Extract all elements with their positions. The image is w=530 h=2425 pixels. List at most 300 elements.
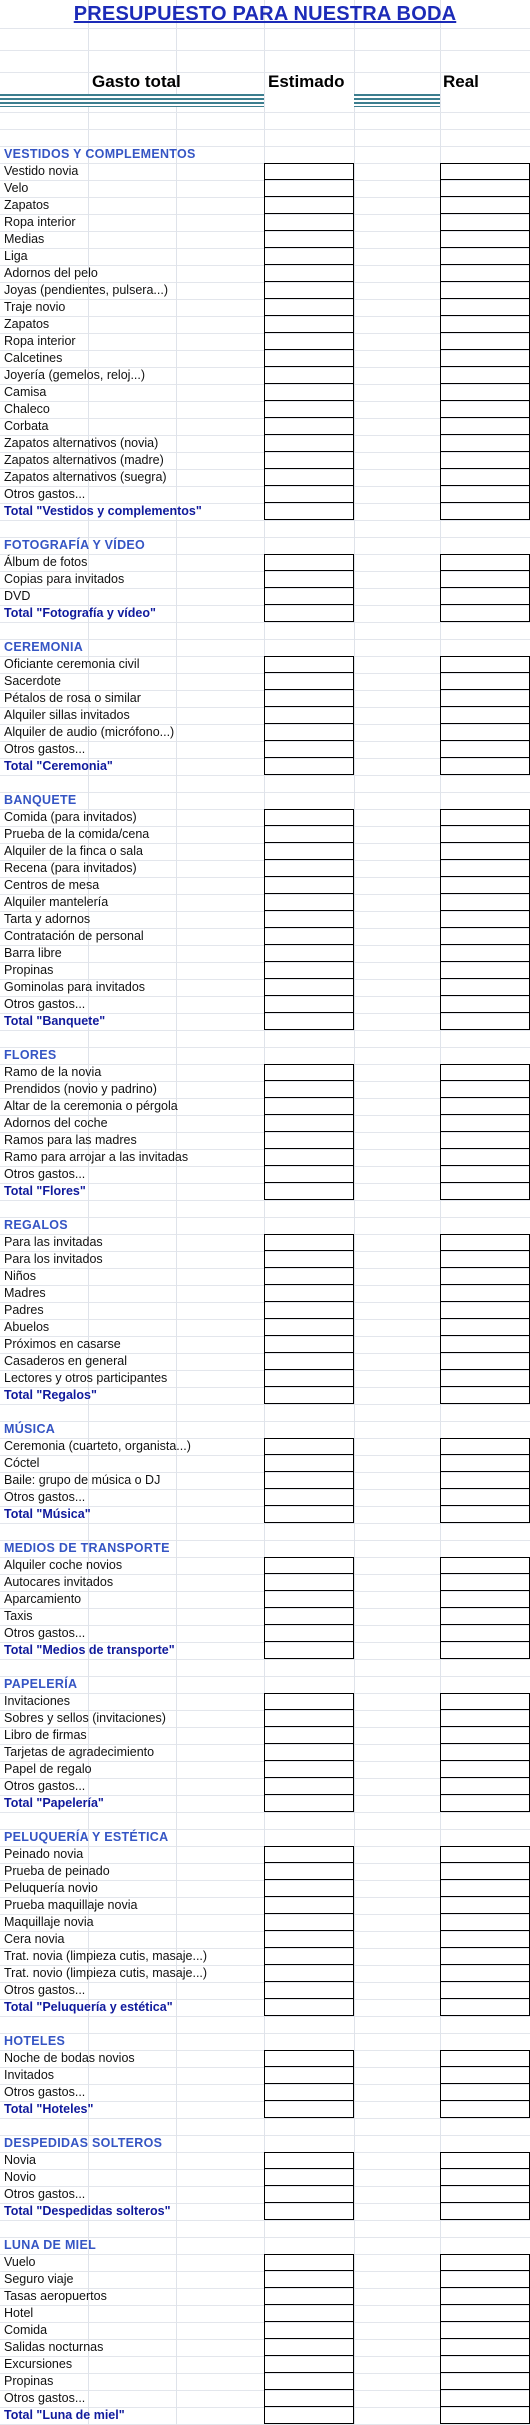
real-cell[interactable] [440,1183,530,1200]
estimado-cell[interactable] [264,2322,354,2339]
real-cell[interactable] [440,2203,530,2220]
estimado-cell[interactable] [264,1251,354,1268]
estimado-cell[interactable] [264,1727,354,1744]
estimado-cell[interactable] [264,571,354,588]
estimado-cell[interactable] [264,1166,354,1183]
estimado-cell[interactable] [264,452,354,469]
estimado-cell[interactable] [264,1880,354,1897]
real-cell[interactable] [440,2271,530,2288]
real-cell[interactable] [440,1744,530,1761]
real-cell[interactable] [440,1455,530,1472]
estimado-cell[interactable] [264,2254,354,2271]
real-cell[interactable] [440,1727,530,1744]
grid-line [0,129,530,130]
real-cell[interactable] [440,1591,530,1608]
expense-label: Otros gastos... [4,997,86,1011]
real-cell[interactable] [440,605,530,622]
real-cell[interactable] [440,1149,530,1166]
expense-row [0,163,530,180]
real-cell[interactable] [440,758,530,775]
expense-row [0,1353,530,1370]
real-cell[interactable] [440,1608,530,1625]
estimado-cell[interactable] [264,1438,354,1455]
estimado-cell[interactable] [264,1132,354,1149]
estimado-cell[interactable] [264,724,354,741]
estimado-cell[interactable] [264,2101,354,2118]
expense-row [0,197,530,214]
estimado-cell[interactable] [264,707,354,724]
estimado-cell[interactable] [264,945,354,962]
real-cell[interactable] [440,2305,530,2322]
real-cell[interactable] [440,1914,530,1931]
estimado-cell[interactable] [264,1370,354,1387]
real-cell[interactable] [440,877,530,894]
section-title: MÚSICA [4,1422,56,1436]
expense-label: Centros de mesa [4,878,100,892]
estimado-cell[interactable] [264,180,354,197]
estimado-cell[interactable] [264,1489,354,1506]
expense-label: Alquiler sillas invitados [4,708,130,722]
real-cell[interactable] [440,2050,530,2067]
real-cell[interactable] [440,1115,530,1132]
real-cell[interactable] [440,826,530,843]
estimado-cell[interactable] [264,673,354,690]
expense-row [0,1234,530,1251]
estimado-cell[interactable] [264,1013,354,1030]
estimado-cell[interactable] [264,656,354,673]
real-cell[interactable] [440,1472,530,1489]
estimado-cell[interactable] [264,1506,354,1523]
real-cell[interactable] [440,2322,530,2339]
expense-label: Papel de regalo [4,1762,92,1776]
grid-line [0,1200,530,1201]
estimado-cell[interactable] [264,299,354,316]
real-cell[interactable] [440,418,530,435]
real-cell[interactable] [440,180,530,197]
expense-label: Recena (para invitados) [4,861,137,875]
estimado-cell[interactable] [264,979,354,996]
expense-row [0,673,530,690]
expense-label: Copias para invitados [4,572,125,586]
expense-label: Prueba maquillaje novia [4,1898,138,1912]
estimado-cell[interactable] [264,418,354,435]
real-cell[interactable] [440,673,530,690]
real-cell[interactable] [440,333,530,350]
real-cell[interactable] [440,1965,530,1982]
expense-label: Velo [4,181,29,195]
expense-label: Libro de firmas [4,1728,87,1742]
real-cell[interactable] [440,1166,530,1183]
real-cell[interactable] [440,2254,530,2271]
expense-label: Otros gastos... [4,1626,86,1640]
estimado-cell[interactable] [264,1642,354,1659]
expense-label: Tarjetas de agradecimiento [4,1745,155,1759]
real-cell[interactable] [440,1506,530,1523]
estimado-cell[interactable] [264,1897,354,1914]
estimado-cell[interactable] [264,1115,354,1132]
estimado-cell[interactable] [264,2390,354,2407]
real-cell[interactable] [440,350,530,367]
estimado-cell[interactable] [264,486,354,503]
expense-label: Alquiler de audio (micrófono...) [4,725,175,739]
real-cell[interactable] [440,1642,530,1659]
real-cell[interactable] [440,384,530,401]
expense-label: Otros gastos... [4,2187,86,2201]
estimado-cell[interactable] [264,588,354,605]
expense-label: Zapatos [4,317,50,331]
expense-label: Barra libre [4,946,62,960]
estimado-cell[interactable] [264,248,354,265]
real-cell[interactable] [440,1387,530,1404]
estimado-cell[interactable] [264,2271,354,2288]
estimado-cell[interactable] [264,469,354,486]
expense-row [0,1982,530,1999]
real-cell[interactable] [440,265,530,282]
estimado-cell[interactable] [264,384,354,401]
real-cell[interactable] [440,962,530,979]
real-cell[interactable] [440,299,530,316]
real-cell[interactable] [440,1846,530,1863]
section-header [0,1540,530,1557]
real-cell[interactable] [440,401,530,418]
estimado-cell[interactable] [264,911,354,928]
real-cell[interactable] [440,248,530,265]
real-cell[interactable] [440,843,530,860]
real-cell[interactable] [440,945,530,962]
estimado-cell[interactable] [264,1285,354,1302]
real-cell[interactable] [440,1778,530,1795]
expense-row [0,554,530,571]
expense-label: Padres [4,1303,44,1317]
real-cell[interactable] [440,1336,530,1353]
section-title: LUNA DE MIEL [4,2238,97,2252]
real-cell[interactable] [440,1948,530,1965]
estimado-cell[interactable] [264,1693,354,1710]
grid-line [0,50,530,51]
real-cell[interactable] [440,2152,530,2169]
real-cell[interactable] [440,486,530,503]
estimado-cell[interactable] [264,554,354,571]
real-cell[interactable] [440,1285,530,1302]
real-cell[interactable] [440,1132,530,1149]
section-title: HOTELES [4,2034,66,2048]
estimado-cell[interactable] [264,1778,354,1795]
estimado-cell[interactable] [264,333,354,350]
section-total-row [0,2407,530,2424]
expense-label: Novia [4,2153,36,2167]
real-cell[interactable] [440,1574,530,1591]
real-cell[interactable] [440,2067,530,2084]
real-cell[interactable] [440,979,530,996]
estimado-cell[interactable] [264,894,354,911]
total-label: Total "Papelería" [4,1796,104,1810]
expense-label: Sacerdote [4,674,61,688]
real-cell[interactable] [440,1489,530,1506]
expense-label: Comida [4,2323,48,2337]
total-label: Total "Música" [4,1507,91,1521]
real-cell[interactable] [440,1625,530,1642]
expense-row [0,877,530,894]
estimado-cell[interactable] [264,741,354,758]
real-cell[interactable] [440,316,530,333]
grid-line [0,775,530,776]
real-cell[interactable] [440,503,530,520]
expense-row [0,1472,530,1489]
expense-row [0,1166,530,1183]
real-cell[interactable] [440,588,530,605]
estimado-cell[interactable] [264,1455,354,1472]
real-cell[interactable] [440,282,530,299]
real-cell[interactable] [440,367,530,384]
real-cell[interactable] [440,1982,530,1999]
section-header [0,1829,530,1846]
estimado-cell[interactable] [264,1761,354,1778]
estimado-cell[interactable] [264,2067,354,2084]
estimado-cell[interactable] [264,1302,354,1319]
real-cell[interactable] [440,656,530,673]
estimado-cell[interactable] [264,1914,354,1931]
section-header [0,1676,530,1693]
section-total-row [0,1642,530,1659]
expense-label: Prueba de peinado [4,1864,110,1878]
real-cell[interactable] [440,554,530,571]
estimado-cell[interactable] [264,435,354,452]
real-cell[interactable] [440,911,530,928]
expense-row [0,656,530,673]
estimado-cell[interactable] [264,2373,354,2390]
real-cell[interactable] [440,928,530,945]
real-cell[interactable] [440,707,530,724]
real-cell[interactable] [440,1234,530,1251]
estimado-cell[interactable] [264,503,354,520]
estimado-cell[interactable] [264,1557,354,1574]
estimado-cell[interactable] [264,1863,354,1880]
estimado-cell[interactable] [264,1081,354,1098]
real-cell[interactable] [440,2288,530,2305]
real-cell[interactable] [440,163,530,180]
real-cell[interactable] [440,2084,530,2101]
estimado-cell[interactable] [264,1387,354,1404]
expense-row [0,1897,530,1914]
estimado-cell[interactable] [264,2305,354,2322]
real-cell[interactable] [440,2186,530,2203]
grid-line [0,622,530,623]
expense-label: Álbum de fotos [4,555,88,569]
estimado-cell[interactable] [264,1982,354,1999]
real-cell[interactable] [440,469,530,486]
real-cell[interactable] [440,2101,530,2118]
real-cell[interactable] [440,2390,530,2407]
real-cell[interactable] [440,1795,530,1812]
real-cell[interactable] [440,741,530,758]
estimado-cell[interactable] [264,214,354,231]
section-header [0,1217,530,1234]
expense-row [0,1710,530,1727]
estimado-cell[interactable] [264,231,354,248]
real-cell[interactable] [440,1013,530,1030]
expense-label: Noche de bodas novios [4,2051,135,2065]
estimado-cell[interactable] [264,2084,354,2101]
estimado-cell[interactable] [264,2407,354,2424]
estimado-cell[interactable] [264,1795,354,1812]
estimado-cell[interactable] [264,2356,354,2373]
column-header-real: Real [443,72,479,91]
real-cell[interactable] [440,2339,530,2356]
real-cell[interactable] [440,809,530,826]
estimado-cell[interactable] [264,1608,354,1625]
estimado-cell[interactable] [264,690,354,707]
real-cell[interactable] [440,860,530,877]
section-title: VESTIDOS Y COMPLEMENTOS [4,147,196,161]
expense-label: Cera novia [4,1932,65,1946]
total-label: Total "Flores" [4,1184,86,1198]
real-cell[interactable] [440,1710,530,1727]
total-label: Total "Medios de transporte" [4,1643,175,1657]
real-cell[interactable] [440,1693,530,1710]
expense-label: Prueba de la comida/cena [4,827,150,841]
estimado-cell[interactable] [264,367,354,384]
real-cell[interactable] [440,1999,530,2016]
estimado-cell[interactable] [264,2339,354,2356]
estimado-cell[interactable] [264,809,354,826]
expense-row [0,588,530,605]
real-cell[interactable] [440,1863,530,1880]
section-total-row [0,1506,530,1523]
estimado-cell[interactable] [264,1472,354,1489]
real-cell[interactable] [440,2169,530,2186]
real-cell[interactable] [440,724,530,741]
real-cell[interactable] [440,2373,530,2390]
expense-row [0,282,530,299]
expense-label: Trat. novia (limpieza cutis, masaje...) [4,1949,208,1963]
real-cell[interactable] [440,1081,530,1098]
section-total-row [0,2203,530,2220]
real-cell[interactable] [440,231,530,248]
expense-label: Novio [4,2170,36,2184]
expense-row [0,1251,530,1268]
section-header [0,2237,530,2254]
expense-row [0,384,530,401]
real-cell[interactable] [440,1370,530,1387]
estimado-cell[interactable] [264,877,354,894]
estimado-cell[interactable] [264,1744,354,1761]
expense-label: Tasas aeropuertos [4,2289,107,2303]
estimado-cell[interactable] [264,1268,354,1285]
estimado-cell[interactable] [264,1931,354,1948]
expense-row [0,843,530,860]
estimado-cell[interactable] [264,1965,354,1982]
estimado-cell[interactable] [264,2203,354,2220]
expense-row [0,2271,530,2288]
estimado-cell[interactable] [264,163,354,180]
estimado-cell[interactable] [264,1234,354,1251]
estimado-cell[interactable] [264,1710,354,1727]
estimado-cell[interactable] [264,843,354,860]
estimado-cell[interactable] [264,265,354,282]
estimado-cell[interactable] [264,1149,354,1166]
real-cell[interactable] [440,1098,530,1115]
estimado-cell[interactable] [264,2169,354,2186]
expense-label: Traje novio [4,300,66,314]
expense-label: Prendidos (novio y padrino) [4,1082,157,1096]
real-cell[interactable] [440,2356,530,2373]
expense-label: Trat. novio (limpieza cutis, masaje...) [4,1966,208,1980]
estimado-cell[interactable] [264,1625,354,1642]
estimado-cell[interactable] [264,2288,354,2305]
real-cell[interactable] [440,1897,530,1914]
estimado-cell[interactable] [264,282,354,299]
real-cell[interactable] [440,452,530,469]
estimado-cell[interactable] [264,2152,354,2169]
estimado-cell[interactable] [264,401,354,418]
expense-row [0,928,530,945]
header-rule [354,94,440,107]
real-cell[interactable] [440,1353,530,1370]
section-title: REGALOS [4,1218,68,1232]
real-cell[interactable] [440,435,530,452]
estimado-cell[interactable] [264,2186,354,2203]
estimado-cell[interactable] [264,1948,354,1965]
real-cell[interactable] [440,571,530,588]
estimado-cell[interactable] [264,605,354,622]
expense-row [0,1115,530,1132]
expense-label: Propinas [4,963,54,977]
estimado-cell[interactable] [264,316,354,333]
estimado-cell[interactable] [264,860,354,877]
estimado-cell[interactable] [264,1999,354,2016]
estimado-cell[interactable] [264,826,354,843]
grid-line [0,2118,530,2119]
expense-label: Ramo para arrojar a las invitadas [4,1150,189,1164]
real-cell[interactable] [440,2407,530,2424]
estimado-cell[interactable] [264,962,354,979]
expense-row [0,231,530,248]
real-cell[interactable] [440,1268,530,1285]
estimado-cell[interactable] [264,1336,354,1353]
estimado-cell[interactable] [264,1183,354,1200]
estimado-cell[interactable] [264,1574,354,1591]
real-cell[interactable] [440,894,530,911]
real-cell[interactable] [440,996,530,1013]
real-cell[interactable] [440,1319,530,1336]
estimado-cell[interactable] [264,1591,354,1608]
real-cell[interactable] [440,1302,530,1319]
estimado-cell[interactable] [264,197,354,214]
real-cell[interactable] [440,214,530,231]
real-cell[interactable] [440,1557,530,1574]
section-title: PELUQUERÍA Y ESTÉTICA [4,1830,169,1844]
real-cell[interactable] [440,1064,530,1081]
real-cell[interactable] [440,1931,530,1948]
real-cell[interactable] [440,690,530,707]
estimado-cell[interactable] [264,1098,354,1115]
estimado-cell[interactable] [264,996,354,1013]
real-cell[interactable] [440,1438,530,1455]
real-cell[interactable] [440,1880,530,1897]
estimado-cell[interactable] [264,1319,354,1336]
estimado-cell[interactable] [264,1353,354,1370]
estimado-cell[interactable] [264,1846,354,1863]
estimado-cell[interactable] [264,928,354,945]
real-cell[interactable] [440,1761,530,1778]
estimado-cell[interactable] [264,2050,354,2067]
expense-label: Altar de la ceremonia o pérgola [4,1099,178,1113]
estimado-cell[interactable] [264,350,354,367]
estimado-cell[interactable] [264,1064,354,1081]
real-cell[interactable] [440,197,530,214]
estimado-cell[interactable] [264,758,354,775]
real-cell[interactable] [440,1251,530,1268]
